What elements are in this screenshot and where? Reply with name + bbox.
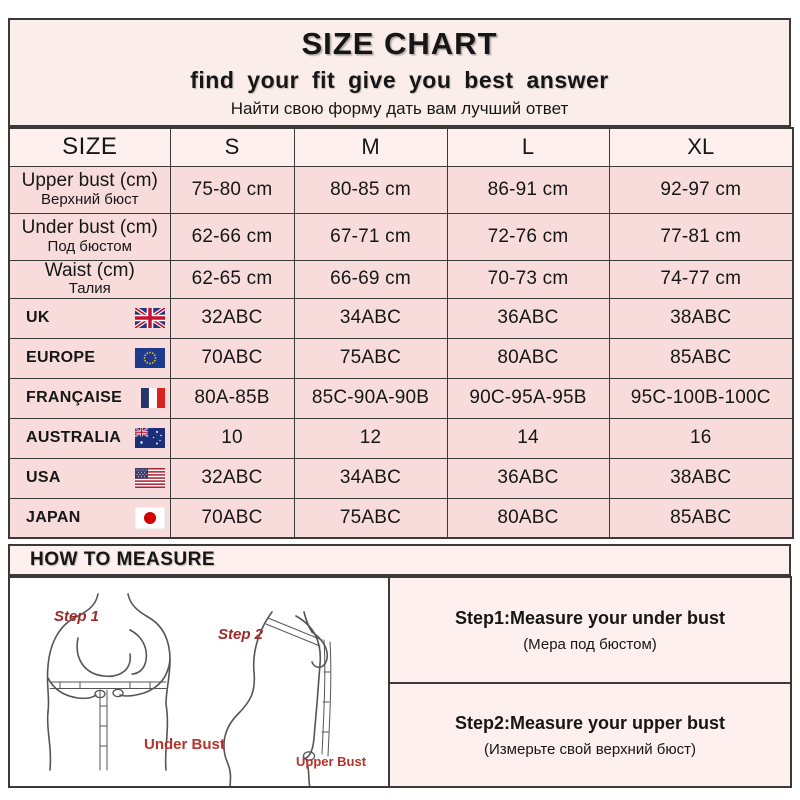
measurement-figures-panel <box>8 576 390 788</box>
page-title: SIZE CHART <box>301 26 498 61</box>
cell-value: 92-97 cm <box>609 166 793 213</box>
cell-value: 80ABC <box>447 338 609 378</box>
cell-value: 75ABC <box>294 338 447 378</box>
title-panel <box>8 18 791 127</box>
row-label-japan: JAPAN <box>9 498 170 538</box>
upper-bust-label: Upper Bust <box>296 754 367 769</box>
france-flag-icon <box>141 388 165 408</box>
column-header-m: M <box>294 128 447 166</box>
cell-value: 67-71 cm <box>294 213 447 260</box>
cell-value: 75-80 cm <box>170 166 294 213</box>
cell-value: 32ABC <box>170 298 294 338</box>
cell-value: 70ABC <box>170 338 294 378</box>
cell-value: 12 <box>294 418 447 458</box>
cell-value: 90C-95A-95B <box>447 378 609 418</box>
cell-value: 66-69 cm <box>294 260 447 298</box>
cell-value: 80A-85B <box>170 378 294 418</box>
table-row-europe <box>9 338 793 378</box>
table-row-usa <box>9 458 793 498</box>
cell-value: 62-65 cm <box>170 260 294 298</box>
cell-value: 14 <box>447 418 609 458</box>
cell-value: 85ABC <box>609 338 793 378</box>
cell-value: 95C-100B-100C <box>609 378 793 418</box>
table-row <box>9 166 793 213</box>
step1-subtitle-russian: (Мера под бюстом) <box>523 635 657 653</box>
australia-flag-icon <box>135 428 165 448</box>
row-label-europe: EUROPE <box>9 338 170 378</box>
row-label-upper-bust: Upper bust (cm) Верхний бюст <box>9 166 170 213</box>
usa-flag-icon <box>135 468 165 488</box>
cell-value: 38ABC <box>609 298 793 338</box>
table-header-row <box>9 128 793 166</box>
how-to-measure-header <box>8 544 791 576</box>
cell-value: 34ABC <box>294 298 447 338</box>
step1-figure-label: Step 1 <box>54 608 100 625</box>
japan-flag-icon <box>135 507 165 529</box>
column-header-size: SIZE <box>9 128 170 166</box>
subtitle-russian: Найти свою форму дать вам лучший ответ <box>230 99 569 118</box>
table-row-france <box>9 378 793 418</box>
row-label-australia: AUSTRALIA <box>9 418 170 458</box>
cell-value: 80ABC <box>447 498 609 538</box>
step2-subtitle-russian: (Измерьте свой верхний бюст) <box>484 740 696 758</box>
size-table <box>8 127 794 539</box>
step2-instruction-panel <box>388 682 792 788</box>
cell-value: 86-91 cm <box>447 166 609 213</box>
cell-value: 74-77 cm <box>609 260 793 298</box>
uk-flag-icon <box>135 308 165 328</box>
step2-title: Step2:Measure your upper bust <box>454 712 726 733</box>
cell-value: 75ABC <box>294 498 447 538</box>
row-label-under-bust: Under bust (cm) Под бюстом <box>9 213 170 260</box>
cell-value: 77-81 cm <box>609 213 793 260</box>
column-header-l: L <box>447 128 609 166</box>
cell-value: 38ABC <box>609 458 793 498</box>
how-to-measure-title: HOW TO MEASURE <box>30 549 216 570</box>
cell-value: 70ABC <box>170 498 294 538</box>
table-row <box>9 213 793 260</box>
column-header-xl: XL <box>609 128 793 166</box>
table-row-australia <box>9 418 793 458</box>
row-label-usa: USA <box>9 458 170 498</box>
cell-value: 85C-90A-90B <box>294 378 447 418</box>
step1-instruction-panel <box>388 576 792 684</box>
table-row-uk <box>9 298 793 338</box>
cell-value: 80-85 cm <box>294 166 447 213</box>
cell-value: 16 <box>609 418 793 458</box>
under-bust-label: Under Bust <box>144 736 225 753</box>
row-label-france: FRANÇAISE <box>9 378 170 418</box>
cell-value: 34ABC <box>294 458 447 498</box>
eu-flag-icon <box>135 348 165 368</box>
column-header-s: S <box>170 128 294 166</box>
cell-value: 32ABC <box>170 458 294 498</box>
cell-value: 70-73 cm <box>447 260 609 298</box>
cell-value: 72-76 cm <box>447 213 609 260</box>
cell-value: 36ABC <box>447 298 609 338</box>
table-row-japan <box>9 498 793 538</box>
subtitle-english: find your fit give you best answer <box>190 67 609 93</box>
cell-value: 85ABC <box>609 498 793 538</box>
table-row <box>9 260 793 298</box>
row-label-uk: UK <box>9 298 170 338</box>
step2-figure-label: Step 2 <box>218 626 264 643</box>
row-label-waist: Waist (cm) Талия <box>9 260 170 298</box>
cell-value: 62-66 cm <box>170 213 294 260</box>
cell-value: 36ABC <box>447 458 609 498</box>
step1-title: Step1:Measure your under bust <box>454 607 726 628</box>
cell-value: 10 <box>170 418 294 458</box>
